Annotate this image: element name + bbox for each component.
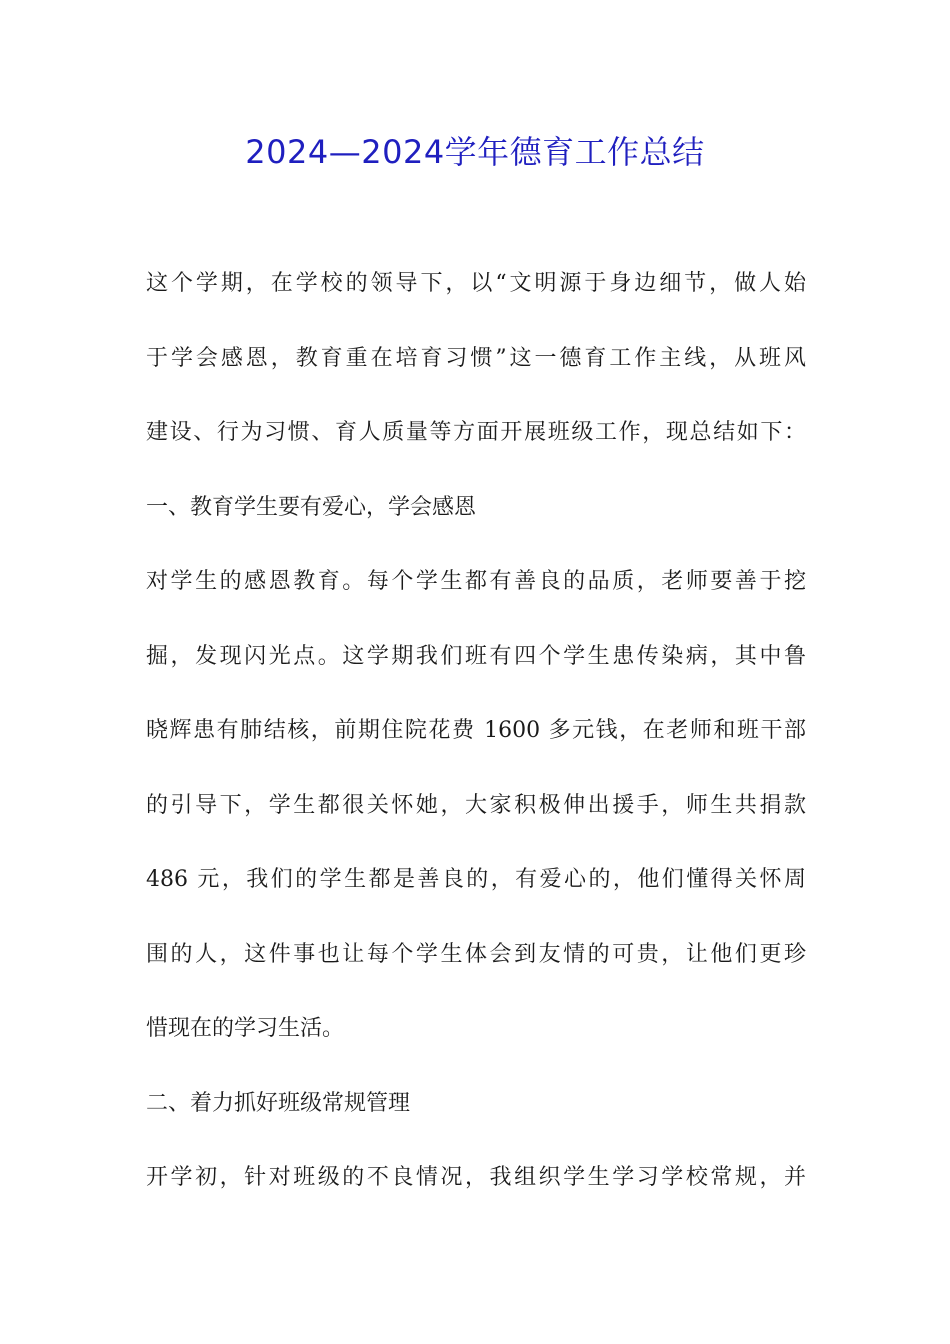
paragraph-line: 的引导下，学生都很关怀她，大家积极伸出援手，师生共捐款: [146, 793, 806, 818]
document-title: 2024—2024学年德育工作总结: [245, 133, 705, 171]
paragraph-line: 对学生的感恩教育。每个学生都有善良的品质，老师要善于挖: [146, 569, 806, 594]
paragraph-line: 开学初，针对班级的不良情况，我组织学生学习学校常规，并: [146, 1165, 806, 1190]
paragraph-line: 于学会感恩，教育重在培育习惯”这一德育工作主线，从班风: [146, 346, 806, 371]
paragraph-line: 486 元，我们的学生都是善良的，有爱心的，他们懂得关怀周: [146, 867, 806, 892]
paragraph-line: 这个学期，在学校的领导下，以“文明源于身边细节，做人始: [146, 271, 806, 296]
paragraph-line: 围的人，这件事也让每个学生体会到友情的可贵，让他们更珍: [146, 942, 806, 967]
paragraph-line: 建设、行为习惯、育人质量等方面开展班级工作，现总结如下：: [146, 420, 806, 445]
paragraph-line: 惜现在的学习生活。: [146, 1016, 345, 1041]
paragraph-line: 掘，发现闪光点。这学期我们班有四个学生患传染病，其中鲁: [146, 644, 806, 669]
section-heading: 一、教育学生要有爱心，学会感恩: [146, 495, 477, 520]
section-heading: 二、着力抓好班级常规管理: [146, 1091, 411, 1116]
paragraph-line: 晓辉患有肺结核，前期住院花费 1600 多元钱，在老师和班干部: [146, 718, 806, 743]
